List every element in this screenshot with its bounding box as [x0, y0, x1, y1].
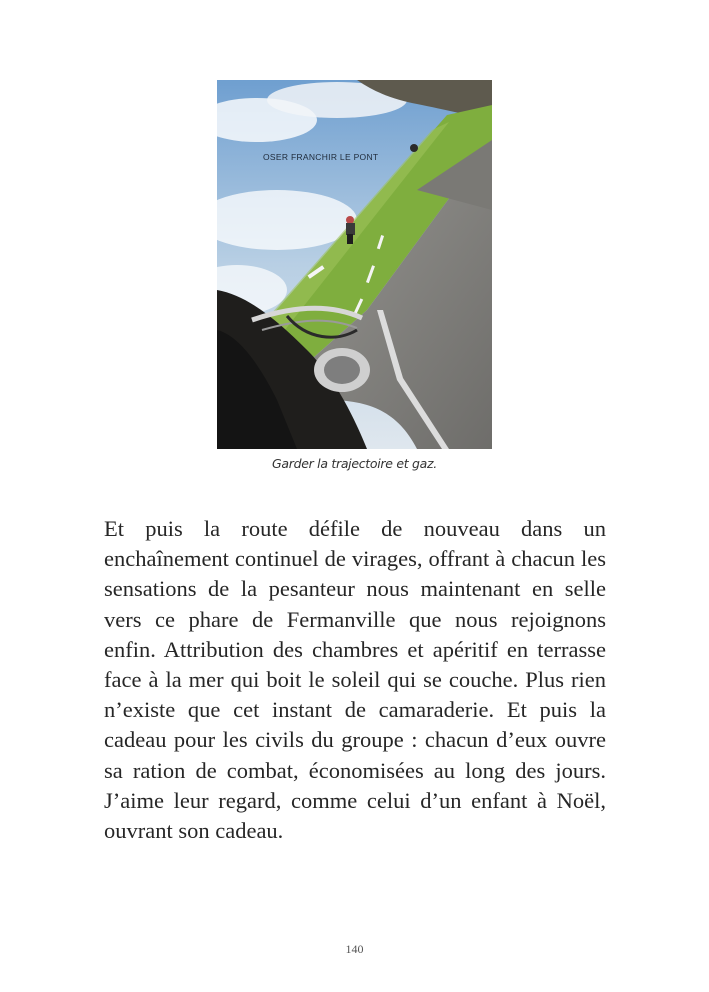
motorcycle-wheel	[347, 234, 353, 244]
body-paragraph: Et puis la route défile de nouveau dans un enchaînement continuel de virages, offrant à chacun les sensations de la pesanteur nous maintenant en selle vers ce phare de Fermanville que nous rejoignons enfin. Attribution des chambres et apéritif en terrasse face à la mer qui boit le soleil qui se couche. Plus rien n’existe que cet instant de camaraderie. Et puis la cadeau pour les civils du groupe : chacun d’eux ouvre sa ration de combat, économisées au long des jours. J’aime leur regard, comme celui d’un enfant à Noël, ouvrant son cadeau.	[104, 516, 606, 844]
motorcycle-rider	[346, 223, 355, 235]
photo-overlay-title: OSER FRANCHIR LE PONT	[263, 152, 379, 162]
distant-motorcycle	[410, 144, 418, 152]
headlight-reflection	[324, 356, 360, 384]
rider-helmet	[346, 216, 354, 224]
photo-caption: Garder la trajectoire et gaz.	[272, 456, 437, 471]
page-number: 140	[345, 942, 364, 956]
motorcycle-road-photo	[217, 80, 492, 449]
photo-illustration	[217, 80, 492, 449]
